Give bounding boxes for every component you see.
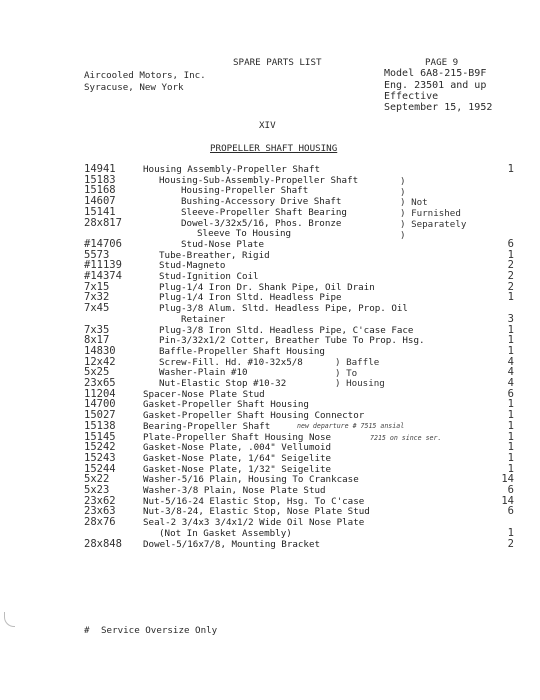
brace-label: Baffle bbox=[346, 357, 380, 368]
quantity: 6 bbox=[507, 484, 514, 496]
part-number: 23x62 bbox=[84, 494, 116, 507]
part-number: 14830 bbox=[84, 344, 116, 357]
quantity: 2 bbox=[507, 259, 514, 272]
part-number: 15242 bbox=[84, 441, 116, 454]
part-number: 8x17 bbox=[84, 334, 110, 347]
quantity: 6 bbox=[507, 505, 514, 518]
quantity: 1 bbox=[507, 430, 514, 443]
brace-mark: ) bbox=[400, 186, 406, 198]
part-description: Washer-3/8 Plain, Nose Plate Stud bbox=[143, 485, 326, 496]
part-description: Spacer-Nose Plate Stud bbox=[143, 388, 265, 400]
part-number: 15244 bbox=[84, 462, 116, 475]
part-number: 7x15 bbox=[84, 280, 110, 293]
brace-label: Separately bbox=[411, 218, 467, 230]
part-number: 11204 bbox=[84, 387, 116, 400]
brace-mark: ) bbox=[400, 176, 406, 187]
part-number: 7x35 bbox=[84, 323, 110, 336]
part-number: 28x817 bbox=[84, 216, 122, 229]
quantity: 1 bbox=[507, 451, 514, 464]
quantity: 3 bbox=[507, 312, 514, 325]
part-number: 14607 bbox=[84, 195, 116, 208]
brace-mark: ) bbox=[400, 229, 406, 241]
quantity: 4 bbox=[507, 355, 514, 368]
brace-group-baffle-housing bbox=[335, 358, 385, 390]
part-number: 28x848 bbox=[84, 537, 122, 550]
company-location: Syracuse, New York bbox=[84, 82, 184, 93]
part-description: Stud-Ignition Coil bbox=[159, 271, 259, 282]
part-number: 5x23 bbox=[84, 484, 110, 496]
brace-mark: ) Separately bbox=[400, 218, 467, 230]
part-description: Retainer bbox=[181, 313, 226, 325]
list-title: SPARE PARTS LIST bbox=[233, 57, 322, 68]
effective-date: September 15, 1952 bbox=[384, 102, 493, 113]
brace-label: To bbox=[346, 367, 358, 379]
part-description: Gasket-Propeller Shaft Housing Connector bbox=[143, 410, 365, 422]
part-description: (Not In Gasket Assembly) bbox=[159, 527, 292, 539]
part-number: 28x76 bbox=[84, 516, 116, 529]
quantity: 4 bbox=[507, 366, 514, 379]
brace-label: Furnished bbox=[411, 208, 461, 220]
effective-label: Effective bbox=[384, 91, 439, 102]
handwritten-note: new departure # 7515 ansial bbox=[297, 422, 405, 430]
part-description: Nut-5/16-24 Elastic Stop, Hsg. To C'case bbox=[143, 495, 365, 507]
part-number: 14700 bbox=[84, 398, 116, 411]
quantity: 2 bbox=[507, 270, 514, 282]
quantity: 1 bbox=[507, 291, 514, 304]
part-number: 15145 bbox=[84, 430, 116, 443]
part-number: 15168 bbox=[84, 184, 116, 197]
quantity: 4 bbox=[507, 377, 514, 389]
part-description: Housing-Sub-Assembly-Propeller Shaft bbox=[159, 174, 359, 186]
part-description: Dowel-3/32x5/16, Phos. Bronze bbox=[181, 217, 342, 229]
part-description: Washer-5/16 Plain, Housing To Crankcase bbox=[143, 474, 359, 486]
page-number: PAGE 9 bbox=[425, 57, 459, 68]
part-number: 15243 bbox=[84, 451, 116, 464]
part-number: 23x65 bbox=[84, 377, 116, 389]
handwritten-note: 7215 on since ser. bbox=[370, 434, 442, 442]
part-description: Pin-3/32x1/2 Cotter, Breather Tube To Prop. Hsg. bbox=[159, 335, 425, 347]
part-number: 7x32 bbox=[84, 291, 110, 304]
brace-mark: ) Baffle bbox=[335, 357, 380, 368]
quantity: 1 bbox=[507, 248, 514, 261]
quantity: 6 bbox=[507, 387, 514, 400]
part-description: Housing Assembly-Propeller Shaft bbox=[143, 164, 321, 175]
part-description: Stud-Magneto bbox=[159, 260, 226, 272]
brace-label: Not bbox=[411, 197, 428, 209]
quantity: 14 bbox=[501, 494, 514, 507]
part-description: Plug-1/4 Iron Sltd. Headless Pipe bbox=[159, 292, 342, 304]
quantity: 1 bbox=[507, 409, 514, 422]
part-number: 5x22 bbox=[84, 473, 110, 486]
quantity: 2 bbox=[507, 537, 514, 550]
brace-mark: ) Housing bbox=[335, 378, 385, 390]
part-description: Seal-2 3/4x3 3/4x1/2 Wide Oil Nose Plate bbox=[143, 517, 365, 529]
part-number: #11139 bbox=[84, 259, 122, 272]
part-number: #14706 bbox=[84, 237, 122, 250]
part-description: Tube-Breather, Rigid bbox=[159, 249, 270, 261]
quantity: 1 bbox=[507, 163, 514, 175]
part-number: 15141 bbox=[84, 205, 116, 218]
part-number: 5573 bbox=[84, 248, 110, 261]
part-description: Gasket-Nose Plate, 1/32" Seigelite bbox=[143, 463, 332, 475]
section-number: XIV bbox=[259, 120, 276, 131]
part-number: 23x63 bbox=[84, 505, 116, 518]
part-number: 7x45 bbox=[84, 302, 110, 315]
quantity: 6 bbox=[507, 237, 514, 250]
part-description: Gasket-Propeller Shaft Housing bbox=[143, 399, 309, 411]
part-description: Bushing-Accessory Drive Shaft bbox=[181, 196, 342, 208]
part-description: Nut-3/8-24, Elastic Stop, Nose Plate Stud bbox=[143, 506, 370, 518]
brace-label: Housing bbox=[346, 378, 385, 390]
quantity: 1 bbox=[507, 398, 514, 411]
part-description: Stud-Nose Plate bbox=[181, 238, 264, 250]
quantity: 1 bbox=[507, 419, 514, 432]
part-description: Plug-1/4 Iron Dr. Shank Pipe, Oil Drain bbox=[159, 281, 375, 293]
part-description: Housing-Propeller Shaft bbox=[181, 185, 309, 197]
quantity: 14 bbox=[501, 473, 514, 486]
footer-symbol: # bbox=[84, 625, 90, 636]
part-description: Dowel-5/16x7/8, Mounting Bracket bbox=[143, 538, 321, 550]
part-description: Nut-Elastic Stop #10-32 bbox=[159, 378, 287, 389]
part-description: Bearing-Propeller Shaft bbox=[143, 420, 271, 432]
quantity: 1 bbox=[507, 462, 514, 475]
part-number: 15138 bbox=[84, 419, 116, 432]
brace-mark: ) To bbox=[335, 367, 358, 379]
part-description: Sleeve-Propeller Shaft Bearing bbox=[181, 206, 347, 218]
page-edge-mark bbox=[4, 612, 15, 627]
part-description: Plate-Propeller Shaft Housing Nose bbox=[143, 431, 332, 443]
part-description: Plug-3/8 Iron Sltd. Headless Pipe, C'case Face bbox=[159, 324, 414, 336]
quantity: 2 bbox=[507, 280, 514, 293]
part-number: 15183 bbox=[84, 173, 116, 186]
part-number: #14374 bbox=[84, 270, 122, 282]
part-description: Plug-3/8 Alum. Sltd. Headless Pipe, Prop. Oil bbox=[159, 303, 408, 315]
part-description: Baffle-Propeller Shaft Housing bbox=[159, 345, 325, 357]
brace-mark: ) Furnished bbox=[400, 208, 461, 220]
quantity: 1 bbox=[507, 526, 514, 539]
brace-group-not-furnished bbox=[400, 177, 466, 241]
section-title: PROPELLER SHAFT HOUSING bbox=[210, 143, 338, 154]
part-number: 15027 bbox=[84, 409, 116, 422]
quantity: 1 bbox=[507, 344, 514, 357]
part-description: Sleeve To Housing bbox=[197, 228, 292, 240]
quantity: 1 bbox=[507, 441, 514, 454]
part-number: 5x25 bbox=[84, 366, 110, 379]
quantity: 1 bbox=[507, 334, 514, 347]
quantity: 1 bbox=[507, 323, 514, 336]
part-number: 12x42 bbox=[84, 355, 116, 368]
brace-mark: ) Not bbox=[400, 197, 428, 209]
engine-serial: Eng. 23501 and up bbox=[384, 80, 487, 91]
company-name: Aircooled Motors, Inc. bbox=[84, 70, 206, 81]
footer-note: Service Oversize Only bbox=[101, 625, 218, 636]
model-number: Model 6A8-215-B9F bbox=[384, 68, 487, 79]
part-description: Gasket-Nose Plate, 1/64" Seigelite bbox=[143, 452, 332, 464]
part-number: 14941 bbox=[84, 163, 116, 175]
part-description: Screw-Fill. Hd. #10-32x5/8 bbox=[159, 356, 303, 368]
part-description: Gasket-Nose Plate, .004" Vellumoid bbox=[143, 442, 332, 454]
part-description: Washer-Plain #10 bbox=[159, 367, 248, 379]
